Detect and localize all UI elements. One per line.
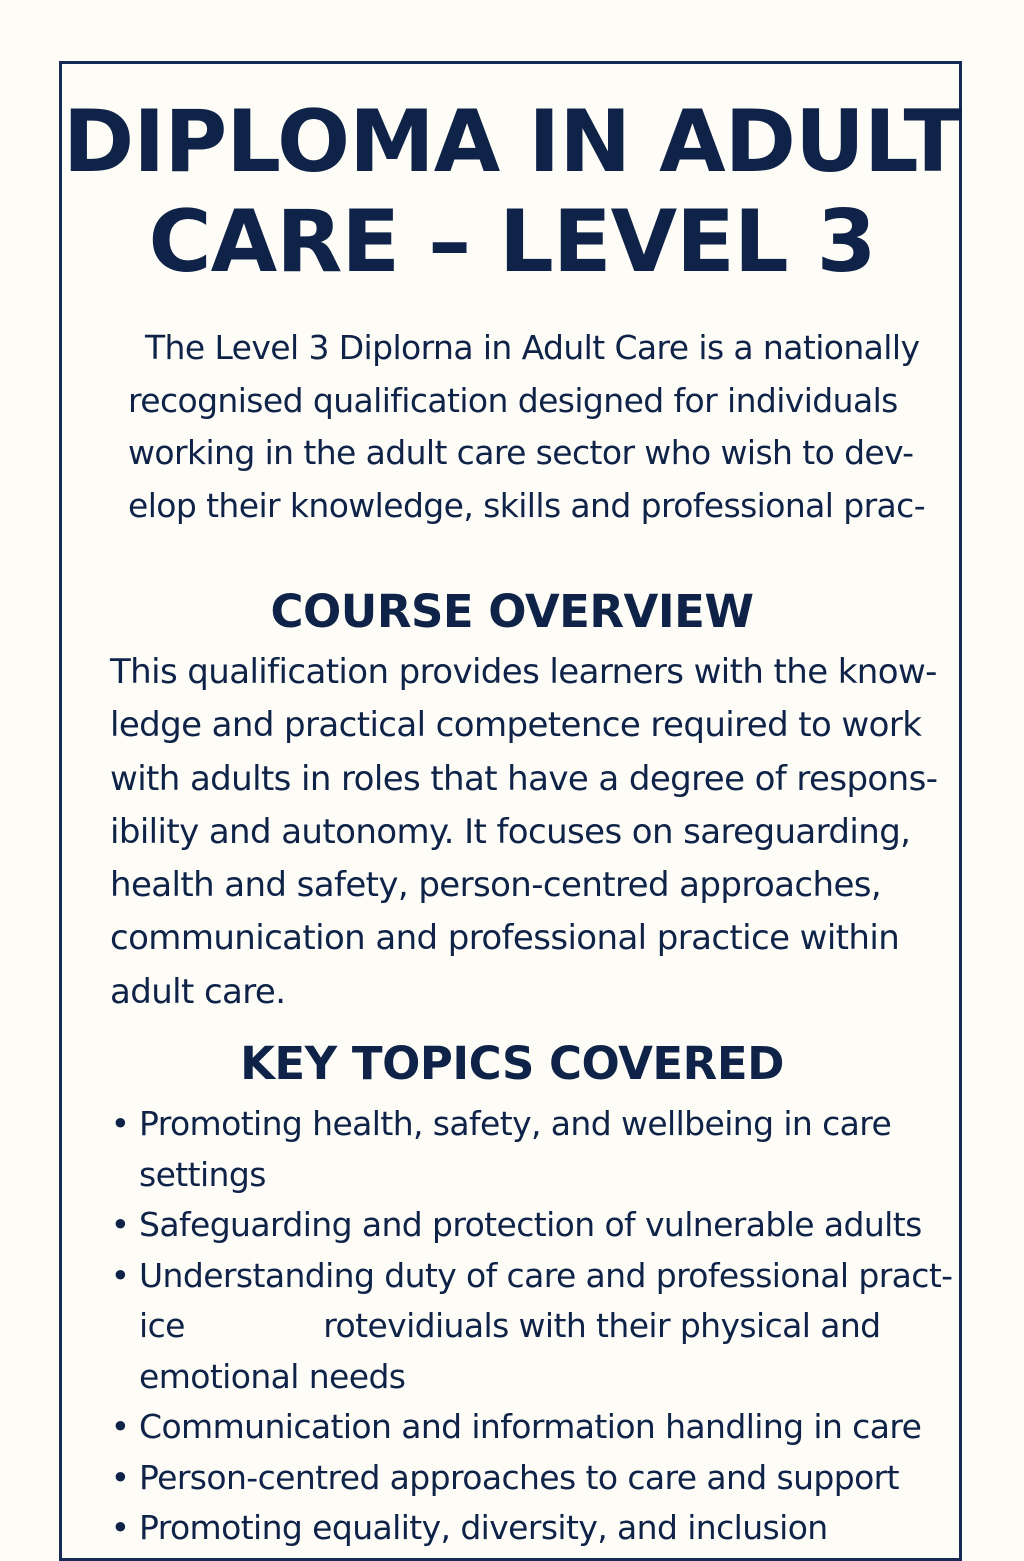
list-item-line: ice rotevidiuals with their physical and: [139, 1306, 881, 1345]
list-item-line: Communication and information handling in care: [139, 1407, 922, 1446]
title-line: DIPLOMA IN ADULT: [62, 92, 962, 192]
overview-line: ledge and practical competence required to work: [110, 705, 922, 746]
list-item-line: Safeguarding and protection of vulnerable adults: [139, 1205, 922, 1244]
list-item: [110, 1200, 955, 1251]
overview-line: with adults in roles that have a degree of respons-: [110, 758, 938, 799]
list-item: [110, 1251, 955, 1403]
list-item-line: Understanding duty of care and professional pract-: [139, 1255, 953, 1295]
intro-line: recognised qualification designed for individuals: [128, 380, 898, 420]
overview-line: health and safety, person-centred approaches,: [110, 865, 882, 906]
list-item-line: settings: [139, 1154, 266, 1194]
list-item: [110, 1402, 955, 1453]
list-item-line: emotional needs: [139, 1356, 406, 1396]
bullet-icon: •: [110, 1508, 130, 1547]
overview-line: This qualification provides learners with the know-: [110, 652, 937, 692]
overview-line: ibility and autonomy. It focuses on sareguarding,: [110, 811, 911, 852]
overview-line: adult care.: [110, 971, 286, 1012]
key-topics-list: [110, 1099, 955, 1554]
bullet-icon: •: [110, 1457, 130, 1497]
course-overview-paragraph: [110, 646, 955, 1019]
bullet-icon: •: [110, 1407, 130, 1446]
bullet-icon: •: [110, 1255, 130, 1295]
list-item: [110, 1503, 955, 1554]
list-item: [110, 1099, 955, 1200]
intro-line: The Level 3 Diplorna in Adult Care is a nationally: [145, 328, 920, 367]
key-topics-heading: KEY TOPICS COVERED: [240, 1037, 784, 1090]
list-item: [110, 1453, 955, 1504]
title-line: CARE – LEVEL 3: [148, 192, 876, 292]
bullet-icon: •: [110, 1104, 130, 1143]
intro-paragraph: [128, 322, 948, 532]
document-title: [62, 92, 962, 292]
intro-line: elop their knowledge, skills and professional prac-: [128, 485, 926, 525]
intro-line: working in the adult care sector who wish to dev-: [128, 433, 914, 472]
overview-line: communication and professional practice within: [110, 918, 900, 959]
list-item-line: Promoting equality, diversity, and inclusion: [139, 1508, 828, 1547]
list-item-line: Promoting health, safety, and wellbeing in care: [139, 1104, 892, 1143]
list-item-line: Person-centred approaches to care and support: [139, 1457, 899, 1497]
bullet-icon: •: [110, 1205, 130, 1244]
course-overview-heading: COURSE OVERVIEW: [270, 585, 754, 638]
